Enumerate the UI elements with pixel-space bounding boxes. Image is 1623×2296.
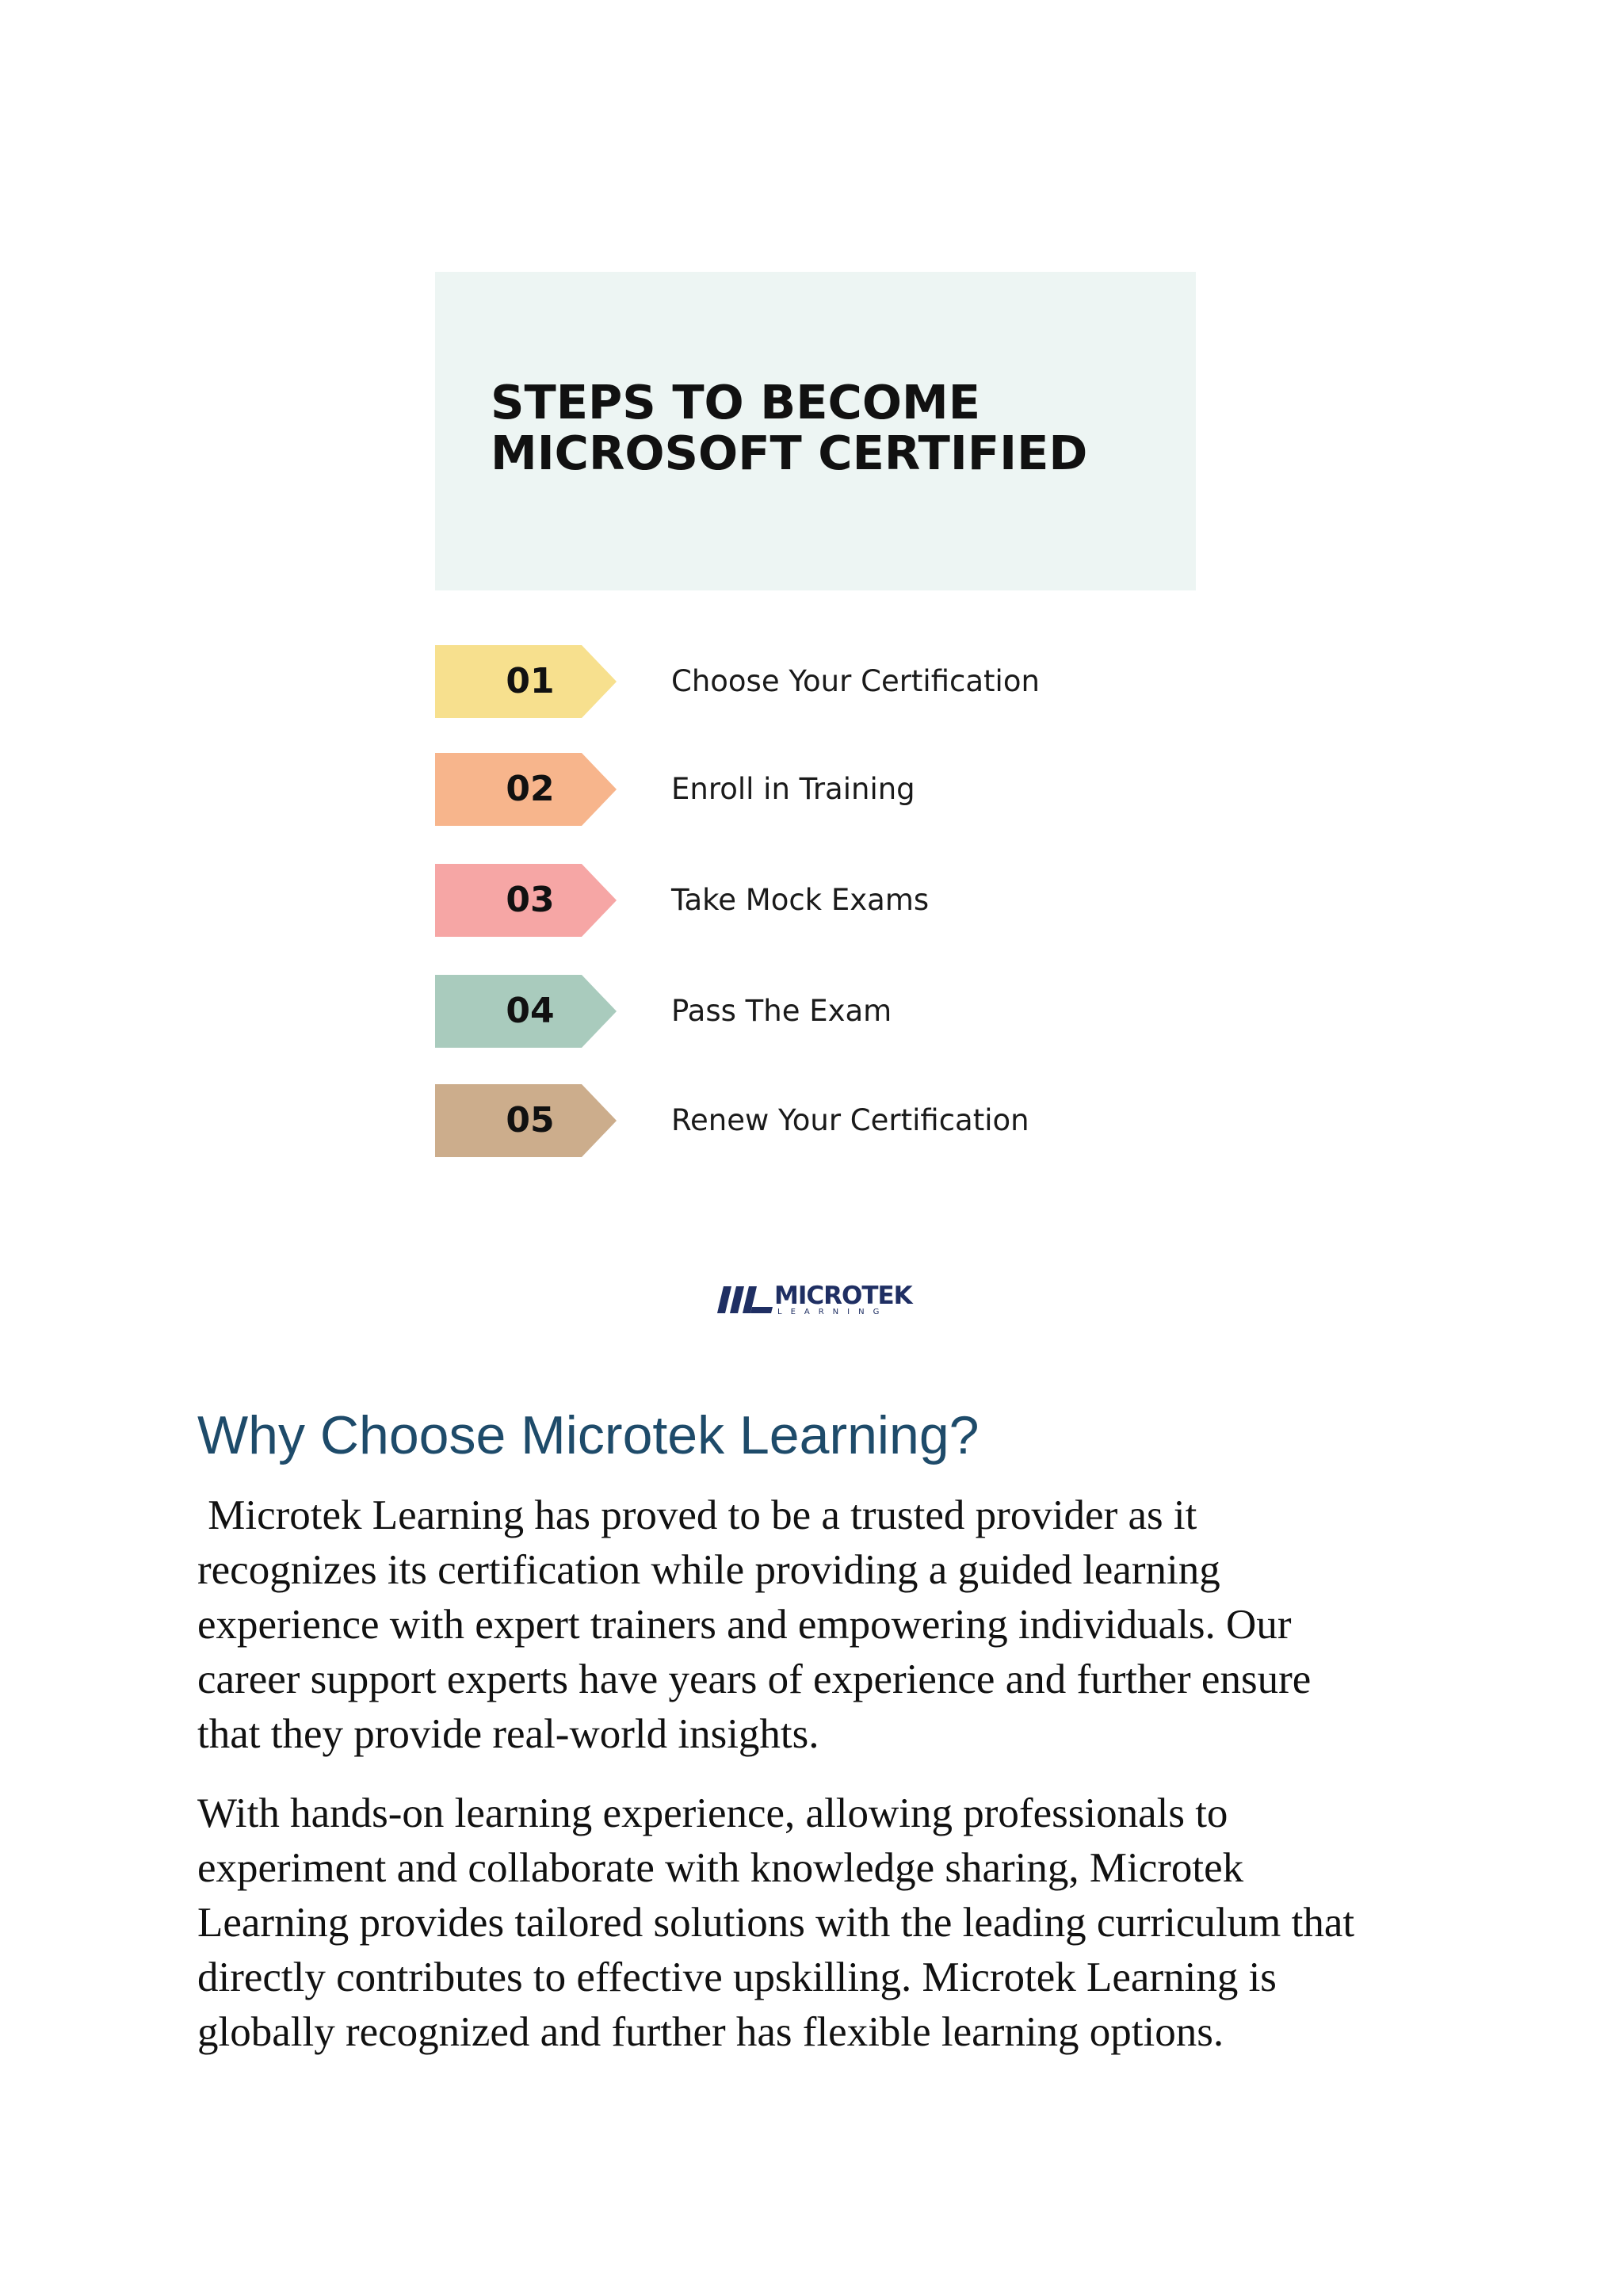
paragraph-line: that they provide real-world insights.: [197, 1711, 819, 1757]
paragraph-1: [197, 1488, 1465, 1762]
paragraph-line: experience with expert trainers and empowering individuals. Our: [197, 1602, 1292, 1648]
logo-mark-bar: [717, 1286, 731, 1313]
step-arrow-tag: [435, 975, 617, 1048]
section-heading: Why Choose Microtek Learning?: [197, 1405, 980, 1465]
logo-sub-text: LEARNING: [777, 1308, 888, 1316]
title-box: [435, 272, 1196, 590]
paragraph-2: [197, 1786, 1465, 2060]
step-number: 01: [506, 661, 555, 701]
step-item: [435, 1084, 1307, 1157]
step-number: 04: [506, 991, 555, 1031]
step-item: [435, 975, 1307, 1048]
step-arrow-tag: [435, 1084, 617, 1157]
logo-mark-bar: [750, 1307, 773, 1313]
step-label: Pass The Exam: [671, 994, 892, 1028]
step-label: Choose Your Certification: [671, 664, 1040, 698]
microtek-logo: [717, 1282, 915, 1321]
paragraph-line: directly contributes to effective upskilling. Microtek Learning is: [197, 1954, 1277, 2000]
step-item: [435, 645, 1307, 718]
step-arrow-tag: [435, 753, 617, 826]
paragraph-line: With hands-on learning experience, allowing professionals to: [197, 1790, 1228, 1836]
paragraph-line: recognizes its certification while providing a guided learning: [197, 1547, 1220, 1593]
step-number: 02: [506, 769, 555, 809]
step-label: Renew Your Certification: [671, 1103, 1029, 1137]
paragraph-line: Microtek Learning has proved to be a trusted provider as it: [197, 1492, 1197, 1538]
step-label: Enroll in Training: [671, 772, 915, 806]
step-number: 03: [506, 880, 555, 920]
paragraph-line: Learning provides tailored solutions with the leading curriculum that: [197, 1900, 1355, 1946]
logo-brand-text: MICROTEK: [774, 1282, 912, 1310]
step-arrow-tag: [435, 645, 617, 718]
step-item: [435, 753, 1307, 826]
microtek-logo-mark-icon: [717, 1285, 773, 1316]
step-label: Take Mock Exams: [671, 883, 930, 917]
step-number: 05: [506, 1100, 555, 1140]
paragraph-line: globally recognized and further has flexible learning options.: [197, 2009, 1224, 2055]
infographic-title-line-1: STEPS TO BECOME: [491, 375, 981, 430]
paragraph-line: career support experts have years of experience and further ensure: [197, 1656, 1312, 1702]
paragraph-line: experiment and collaborate with knowledge sharing, Microtek: [197, 1845, 1244, 1891]
step-item: [435, 864, 1307, 937]
infographic-title-line-2: MICROSOFT CERTIFIED: [491, 426, 1088, 480]
logo-mark-bar: [730, 1286, 744, 1313]
step-arrow-tag: [435, 864, 617, 937]
